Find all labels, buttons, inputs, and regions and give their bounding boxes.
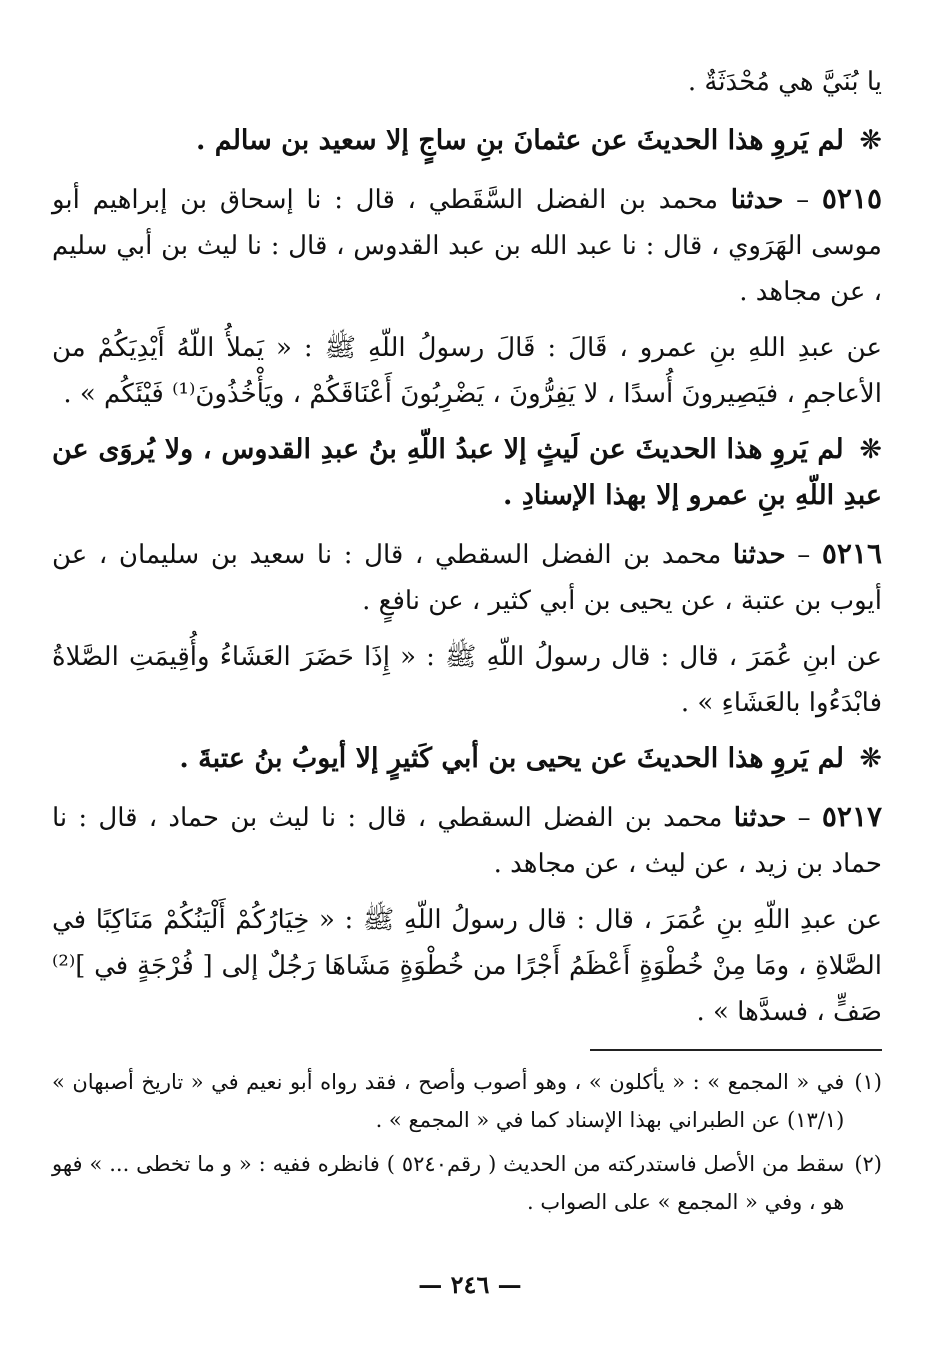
footnote xyxy=(52,1145,882,1221)
editor-note xyxy=(52,736,882,782)
isnad-text: محمد بن الفضل السقطي ، قال : نا ليث بن حماد ، قال : نا حماد بن زيد ، عن ليث ، عن مجاهد . xyxy=(52,803,882,879)
note-text: لم يَروِ هذا الحديثَ عن يحيى بن أبي كَثيرٍ إلا أيوبُ بنُ عتبةَ . xyxy=(179,743,844,774)
haddathana-word: حدثنا xyxy=(733,803,787,833)
star-icon: ❋ xyxy=(859,743,882,774)
haddathana-word: حدثنا xyxy=(730,185,784,215)
hadith-dash: – xyxy=(785,540,822,570)
footnote-number: (١) xyxy=(854,1070,882,1094)
star-icon: ❋ xyxy=(859,434,882,465)
continuation-line: يا بُنَيَّ هي مُحْدَثَةٌ . xyxy=(687,67,882,97)
hadith-number: ٥٢١٥ xyxy=(821,182,883,215)
footnote-number: (٢) xyxy=(854,1152,882,1176)
star-icon: ❋ xyxy=(859,125,882,156)
hadith-dash: – xyxy=(783,185,822,215)
haddathana-word: حدثنا xyxy=(732,540,786,570)
footnote xyxy=(52,1063,882,1139)
isnad-text: محمد بن الفضل السَّقَطي ، قال : نا إسحاق بن إبراهيم أبو موسى الهَرَوي ، قال : نا عبد الله بن عبد القدوس ، قال : نا ليث بن أبي سليم ، عن مجاهد . xyxy=(52,185,882,307)
editor-note xyxy=(52,427,882,519)
note-text: لم يَروِ هذا الحديثَ عن لَيثٍ إلا عبدُ اللّهِ بنُ عبدِ القدوس ، ولا يُروَى عن عبدِ اللّهِ بنِ عمرو إلا بهذا الإسنادِ . xyxy=(52,434,882,511)
hadith-matn: عن عبدِ اللهِ بنِ عمرو ، قَالَ : قَالَ رسولُ اللّهِ ﷺ : « يَملأُ اللّهُ أَيْدِيَكُمْ من الأعاجمِ ، فيَصِيرونَ أُسدًا ، لا يَفِرُّونَ ، يَضْرِبُونَ أَعْنَاقَكُمْ ، ويَأْخُذُونَ⁽¹⁾ فَيْئَكُم » . xyxy=(52,333,882,409)
hadith-number: ٥٢١٦ xyxy=(821,537,882,570)
isnad-text: محمد بن الفضل السقطي ، قال : نا سعيد بن سليمان ، عن أيوب بن عتبة ، عن يحيى بن أبي كثير ، عن نافعٍ . xyxy=(52,540,882,616)
editor-note xyxy=(52,118,882,164)
footnote-text: في « المجمع » : « يأكلون » ، وهو أصوب وأصح ، فقد رواه أبو نعيم في « تاريخ أصبهان » (١٣/١) عن الطبراني بهذا الإسناد كما في « المجمع » . xyxy=(52,1070,845,1132)
hadith-matn: عن ابنِ عُمَرَ ، قال : قال رسولُ اللّهِ ﷺ : « إِذَا حَضَرَ العَشَاءُ وأُقِيمَتِ الصَّلاةُ فابْدَءُوا بالعَشَاءِ » . xyxy=(52,642,882,718)
hadith-isnad xyxy=(52,176,882,315)
hadith-isnad xyxy=(52,531,882,624)
hadith-dash: – xyxy=(786,803,822,833)
footnote-text: سقط من الأصل فاستدركته من الحديث ( رقم٥٢٤٠ ) فانظره ففيه : « و ما تخطى ... » فهو هو ، وفي « المجمع » على الصواب . xyxy=(52,1152,845,1214)
hadith-isnad xyxy=(52,794,882,887)
footnote-separator xyxy=(590,1049,882,1051)
hadith-matn: عن عبدِ اللّهِ بنِ عُمَرَ ، قال : قال رسولُ اللّهِ ﷺ : « خِيَارُكُمْ أَلْيَنُكُمْ مَنَاكِبًا في الصَّلاةِ ، ومَا مِنْ خُطْوَةٍ أَعْظَمُ أَجْرًا من خُطْوَةٍ مَشَاهَا رَجُلٌ إلى [ فُرْجَةٍ في ]⁽²⁾ صَفٍّ ، فسدَّها » . xyxy=(52,905,882,1027)
footnote-separator-wrap xyxy=(52,1049,882,1051)
note-text: لم يَروِ هذا الحديثَ عن عثمانَ بنِ ساجٍ إلا سعيد بن سالم . xyxy=(195,125,844,156)
page-number: — ٢٤٦ — xyxy=(418,1270,522,1299)
hadith-number: ٥٢١٧ xyxy=(821,800,883,833)
